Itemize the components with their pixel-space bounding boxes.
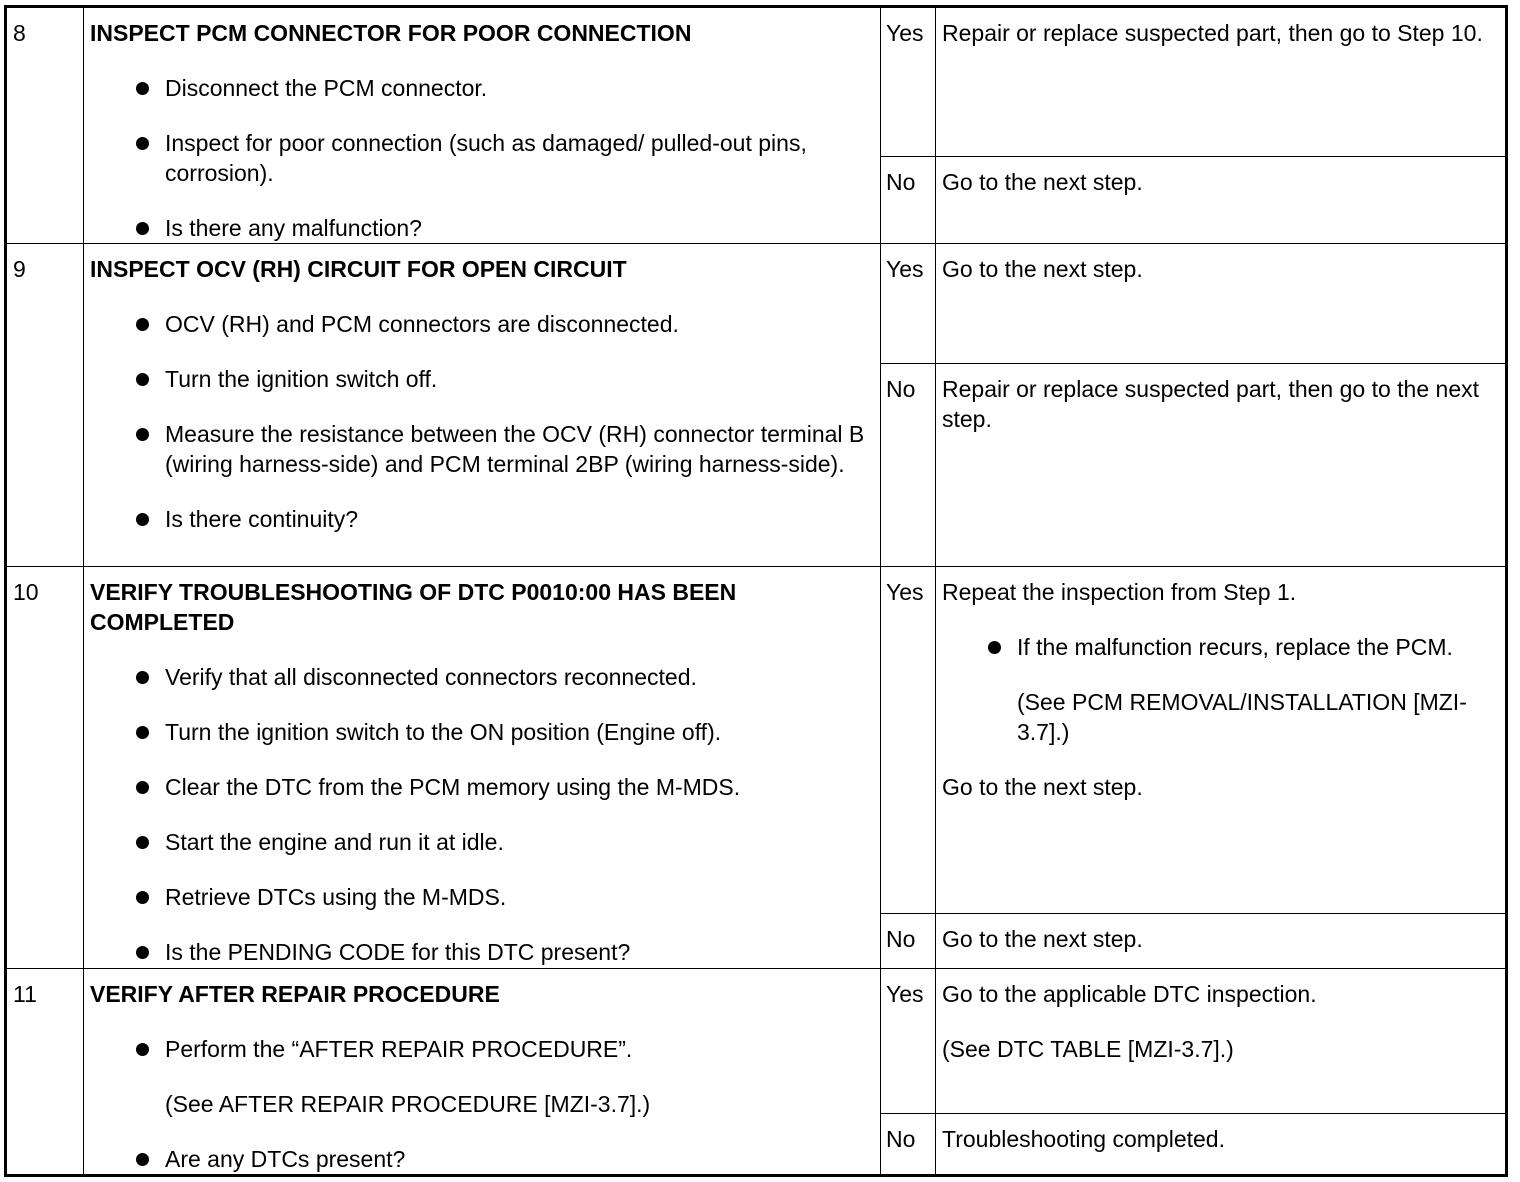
bullet-item: Clear the DTC from the PCM memory using the M-MDS. [165,772,870,802]
yes-label: Yes [881,244,936,364]
step-10-body [84,567,881,969]
result-bullet-text: If the malfunction recurs, replace the PCM. [1017,634,1453,660]
step-bullet-list [90,662,870,967]
yes-result: Go to the applicable DTC inspection. [942,981,1317,1007]
bullet-item: Turn the ignition switch to the ON position (Engine off). [165,717,870,747]
bullet-item: Are any DTCs present? [165,1144,870,1174]
bullet-reference: (See AFTER REPAIR PROCEDURE [MZI-3.7].) [165,1091,651,1117]
step-bullet-list [90,1034,870,1174]
bullet-item: Start the engine and run it at idle. [165,827,870,857]
no-result: Repair or replace suspected part, then go to the next step. [936,364,1507,567]
step-bullet-list [90,73,870,243]
bullet-item: Retrieve DTCs using the M-MDS. [165,882,870,912]
bullet-item: Is the PENDING CODE for this DTC present? [165,937,870,967]
step-8-body [84,7,881,244]
bullet-item [165,1034,870,1119]
step-10-yes-row [6,567,1507,914]
bullet-item: Measure the resistance between the OCV (RH) connector terminal B (wiring harness-side) and PCM terminal 2BP (wiring harness-side). [165,419,870,479]
step-title: INSPECT PCM CONNECTOR FOR POOR CONNECTION [90,20,692,46]
yes-result-cell [936,567,1507,914]
step-number: 10 [6,567,84,969]
yes-result: Repeat the inspection from Step 1. [942,579,1297,605]
result-reference: (See PCM REMOVAL/INSTALLATION [MZI-3.7].) [1017,689,1467,745]
yes-label: Yes [881,567,936,914]
step-9-body [84,244,881,567]
yes-result: Go to the next step. [936,244,1507,364]
yes-label: Yes [881,969,936,1114]
step-title: INSPECT OCV (RH) CIRCUIT FOR OPEN CIRCUIT [90,256,627,282]
step-bullet-list [90,309,870,534]
step-11-yes-row [6,969,1507,1114]
no-result: Go to the next step. [936,914,1507,969]
step-number: 11 [6,969,84,1176]
bullet-item: Disconnect the PCM connector. [165,73,870,103]
bullet-item: Verify that all disconnected connectors reconnected. [165,662,870,692]
result-reference: (See DTC TABLE [MZI-3.7].) [942,1036,1234,1062]
step-11-body [84,969,881,1176]
no-label: No [881,914,936,969]
step-title: VERIFY AFTER REPAIR PROCEDURE [90,981,500,1007]
yes-result-cell [936,969,1507,1114]
yes-result: Repair or replace suspected part, then go to Step 10. [936,7,1507,157]
troubleshooting-table [4,5,1508,1177]
result-bullet-item [1017,632,1493,747]
no-label: No [881,364,936,567]
bullet-item: Turn the ignition switch off. [165,364,870,394]
result-bullet-list [942,632,1493,747]
bullet-item: Inspect for poor connection (such as damaged/ pulled-out pins, corrosion). [165,128,870,188]
bullet-item: Is there any malfunction? [165,213,870,243]
yes-result-next: Go to the next step. [942,774,1143,800]
yes-label: Yes [881,7,936,157]
bullet-item: OCV (RH) and PCM connectors are disconnected. [165,309,870,339]
no-label: No [881,157,936,244]
step-title: VERIFY TROUBLESHOOTING OF DTC P0010:00 HAS BEEN COMPLETED [90,579,737,635]
no-result: Go to the next step. [936,157,1507,244]
step-number: 9 [6,244,84,567]
bullet-item: Is there continuity? [165,504,870,534]
step-8-yes-row [6,7,1507,157]
step-9-yes-row [6,244,1507,364]
bullet-text: Perform the “AFTER REPAIR PROCEDURE”. [165,1036,633,1062]
no-result: Troubleshooting completed. [936,1114,1507,1176]
step-number: 8 [6,7,84,244]
no-label: No [881,1114,936,1176]
